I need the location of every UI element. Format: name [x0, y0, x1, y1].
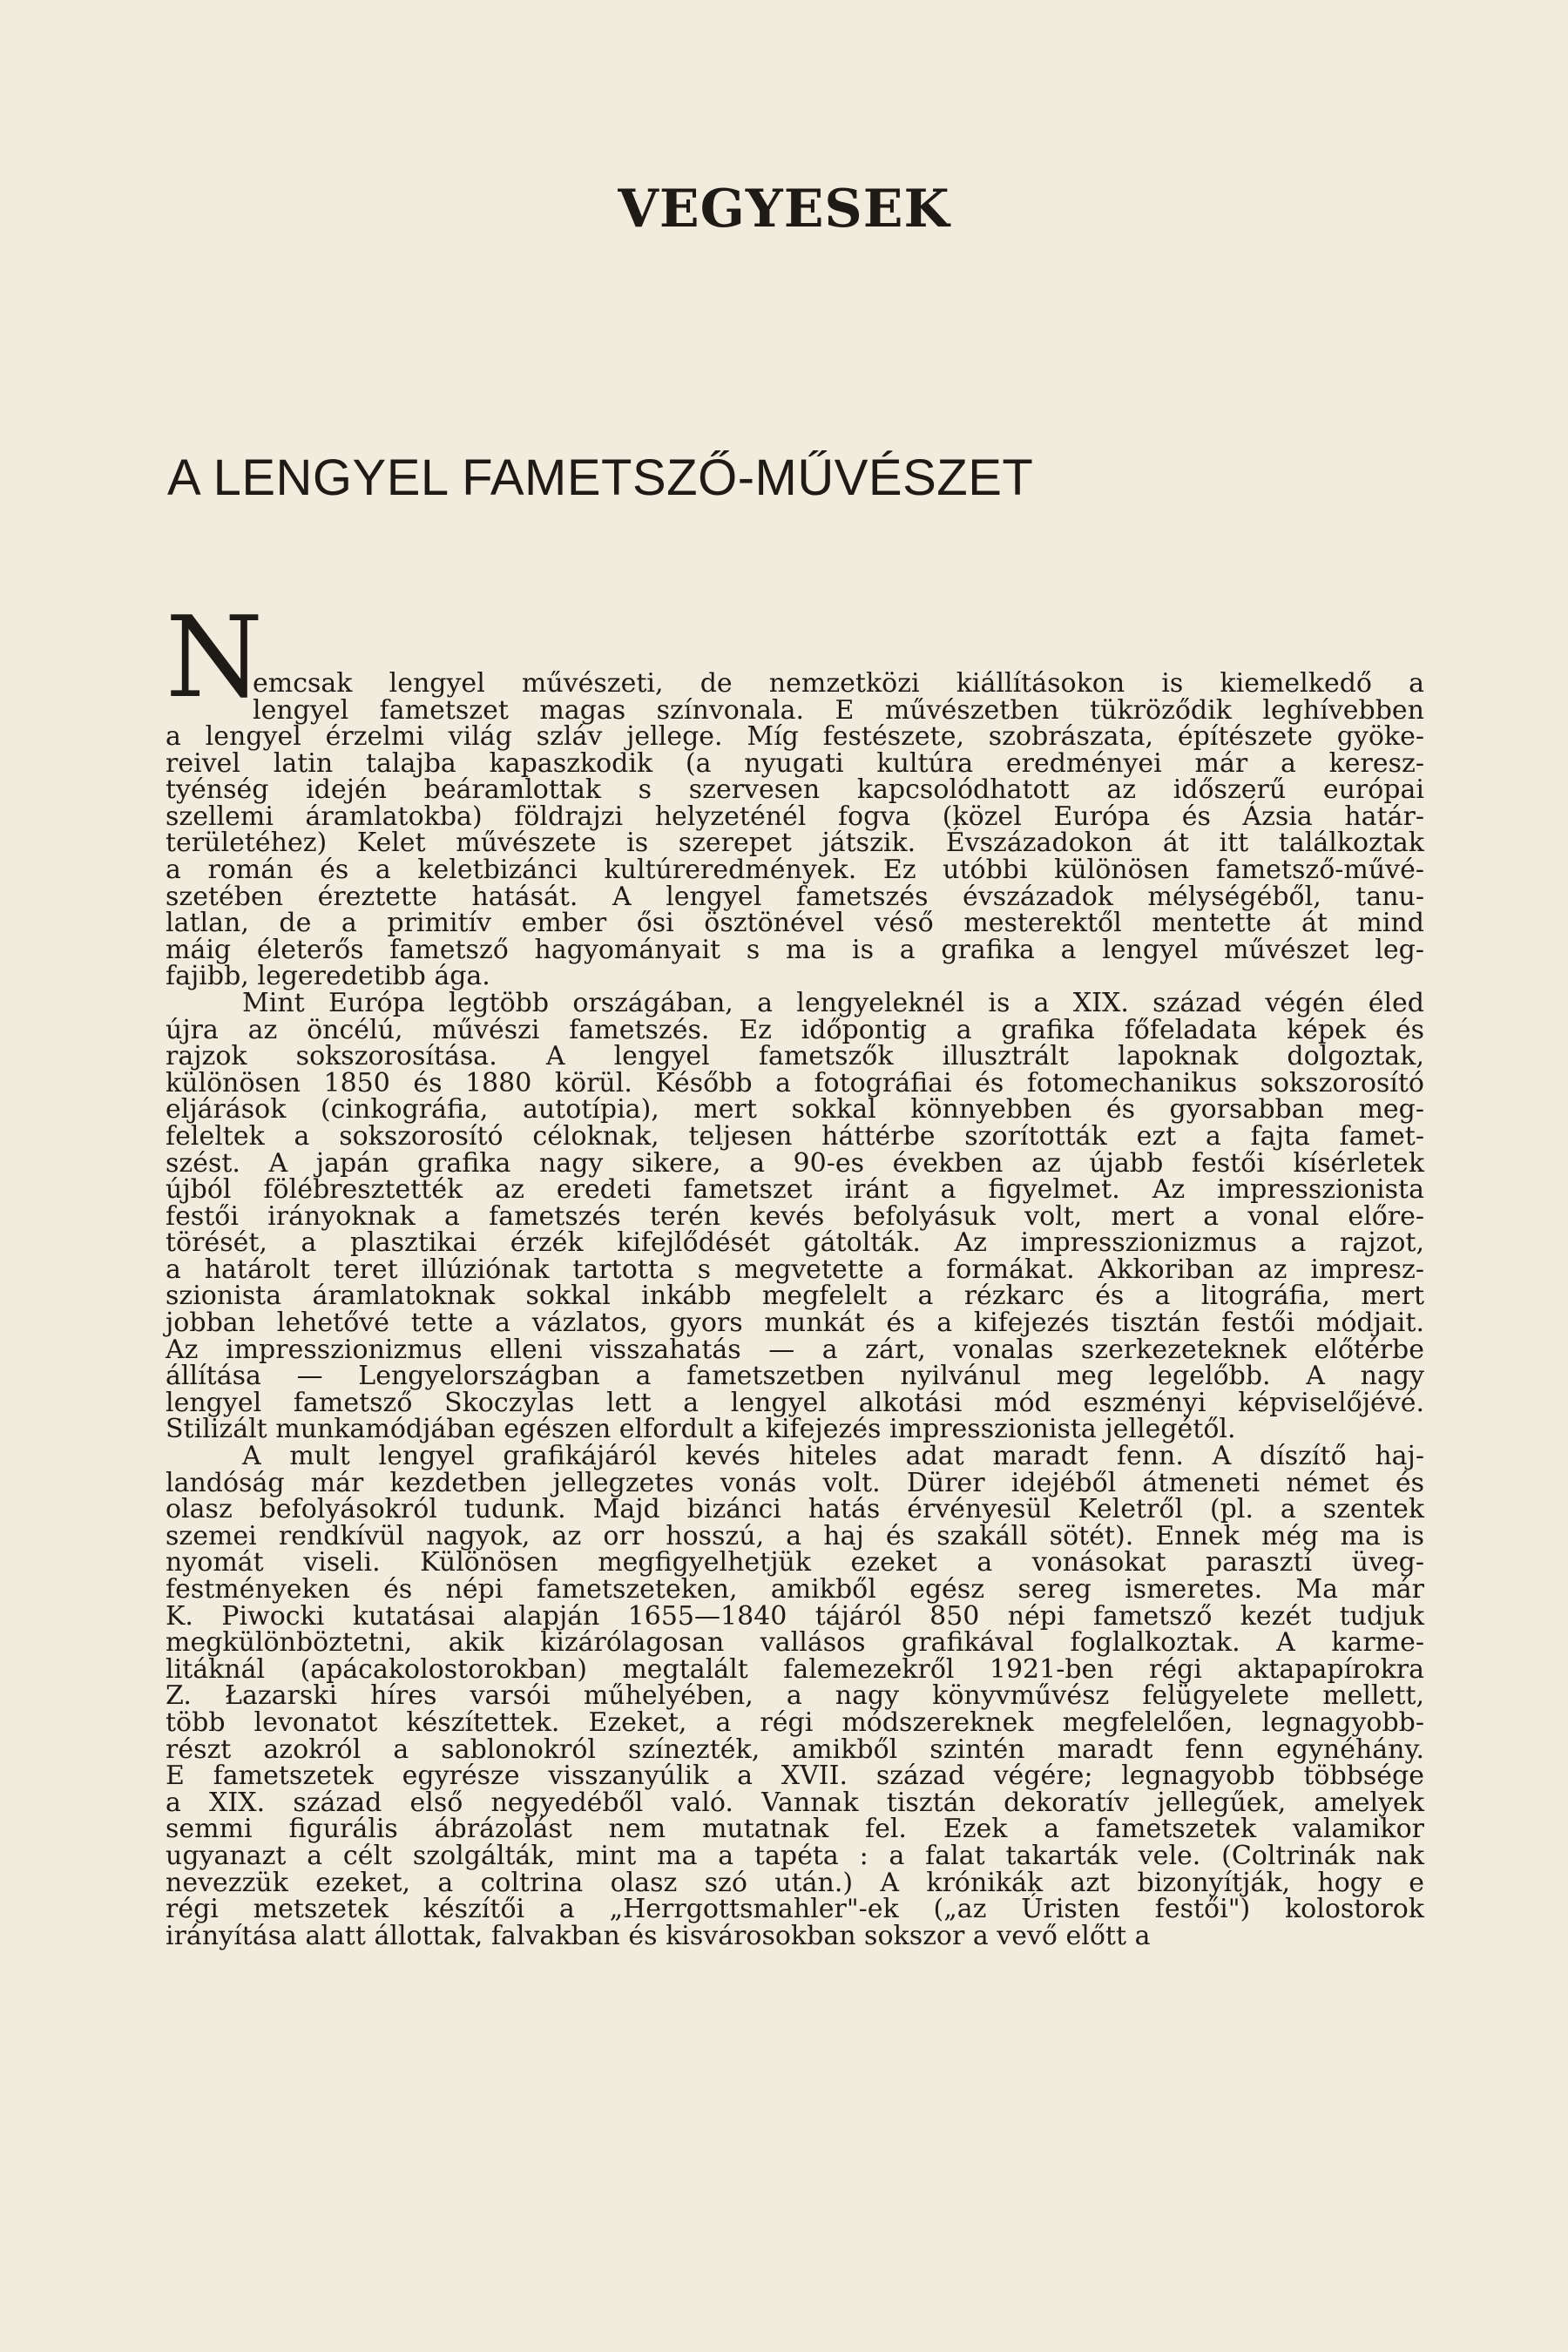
text-line: részt azokról a sablonokról színezték, amikből szintén maradt fenn egynéhány.: [166, 1734, 1424, 1765]
drop-cap-lines: [166, 668, 1424, 726]
article-title: A LENGYEL FAMETSZŐ-MŰVÉSZET: [167, 449, 1034, 506]
text-line: állítása — Lengyelországban a fametszetben nyilvánul meg legelőbb. A nagy: [166, 1361, 1424, 1392]
text-line: jobban lehetővé tette a vázlatos, gyors munkát és a kifejezés tisztán festői módjait.: [166, 1308, 1424, 1339]
text-line: a határolt teret illúziónak tartotta s megvetette a formákat. Akkoriban az impresz-: [166, 1254, 1424, 1285]
text-line: eljárások (cinkográfia, autotípia), mert sokkal könnyebben és gyorsabban meg-: [166, 1094, 1424, 1125]
text-line: lengyel fametsző Skoczylas lett a lengyel alkotási mód eszményi képviselőjévé.: [166, 1387, 1424, 1418]
text-line: irányítása alatt állottak, falvakban és kisvárosokban sokszor a vevő előtt a: [166, 1920, 1151, 1951]
text-line: lengyel fametszet magas színvonala. E művészetben tükröződik leghívebben: [253, 694, 1424, 726]
text-line: emcsak lengyel művészeti, de nemzetközi kiállításokon is kiemelkedő a: [253, 668, 1424, 699]
text-line: festői irányoknak a fametszés terén kevés befolyásuk volt, mert a vonal előre-: [166, 1200, 1424, 1232]
text-line: A mult lengyel grafikájáról kevés hiteles adat maradt fenn. A díszítő haj-: [242, 1441, 1424, 1472]
text-line: Mint Európa legtöbb országában, a lengyeleknél is a XIX. század végén éled: [242, 987, 1424, 1018]
text-line: szionista áramlatoknak sokkal inkább megfelelt a rézkarc és a litográfia, mert: [166, 1281, 1424, 1312]
text-line: E fametszetek egyrésze visszanyúlik a XVII. század végére; legnagyobb többsége: [166, 1761, 1424, 1792]
text-line: szést. A japán grafika nagy sikere, a 90-es években az újabb festői kísérletek: [166, 1147, 1424, 1179]
text-line: máig életerős fametsző hagyományait s ma is a grafika a lengyel művészet leg-: [166, 934, 1424, 965]
text-line: landóság már kezdetben jellegzetes vonás volt. Dürer idejéből átmeneti német és: [166, 1467, 1424, 1498]
article-body: [166, 721, 1424, 1951]
text-line: semmi figurális ábrázolást nem mutatnak fel. Ezek a fametszetek valamikor: [166, 1814, 1424, 1845]
text-line: tyénség idején beáramlottak s szervesen kapcsolódhatott az időszerű európai: [166, 774, 1424, 806]
text-line: a XIX. század első negyedéből való. Vannak tisztán dekoratív jellegűek, amelyek: [166, 1787, 1424, 1818]
text-line: rajzok sokszorosítása. A lengyel fametszők illusztrált lapoknak dolgoztak,: [166, 1041, 1424, 1072]
text-line: Z. Łazarski híres varsói műhelyében, a nagy könyvművész felügyelete mellett,: [166, 1680, 1424, 1712]
text-line: megkülönböztetni, akik kizárólagosan vallásos grafikával foglalkoztak. A karme-: [166, 1627, 1424, 1659]
text-line: régi metszetek készítői a „Herrgottsmahler"-ek („az Úristen festői") kolostorok: [166, 1894, 1424, 1925]
section-heading: VEGYESEK: [618, 179, 950, 240]
text-line: nevezzük ezeket, a coltrina olasz szó után.) A krónikák azt bizonyítják, hogy e: [166, 1867, 1424, 1898]
text-line: a román és a keletbizánci kultúreredmények. Ez utóbbi különösen fametsző-művé-: [166, 854, 1424, 885]
text-line: litáknál (apácakolostorokban) megtalált falemezekről 1921-ben régi aktapapírokra: [166, 1653, 1424, 1685]
text-line: Az impresszionizmus elleni visszahatás — a zárt, vonalas szerkezeteknek előtérbe: [166, 1334, 1424, 1365]
text-line: fajibb, legeredetibb ága.: [166, 961, 490, 992]
text-line: reivel latin talajba kapaszkodik (a nyugati kultúra eredményei már a keresz-: [166, 747, 1424, 779]
text-line: törését, a plasztikai érzék kifejlődését gátolták. Az impresszionizmus a rajzot,: [166, 1227, 1424, 1259]
drop-cap: N: [166, 593, 263, 723]
text-line: a lengyel érzelmi világ szláv jellege. Míg festészete, szobrászata, építészete gyöke-: [166, 721, 1424, 752]
text-line: festményeken és népi fametszeteken, amikből egész sereg ismeretes. Ma már: [166, 1574, 1424, 1605]
text-line: szemei rendkívül nagyok, az orr hosszú, a haj és szakáll sötét). Ennek még ma is: [166, 1520, 1424, 1551]
text-line: feleltek a sokszorosító céloknak, teljesen háttérbe szorították ezt a fajta famet-: [166, 1120, 1424, 1152]
text-line: újra az öncélú, művészi fametszés. Ez időpontig a grafika főfeladata képek és: [166, 1014, 1424, 1045]
text-line: nyomát viseli. Különösen megfigyelhetjük ezeket a vonásokat parasztí üveg-: [166, 1547, 1424, 1578]
text-line: olasz befolyásokról tudunk. Majd bizánci hatás érvényesül Keletről (pl. a szentek: [166, 1494, 1424, 1525]
text-line: latlan, de a primitív ember ősi ösztönével véső mesterektől mentette át mind: [166, 908, 1424, 939]
text-line: szetében éreztette hatását. A lengyel fametszés évszázadok mélységéből, tanu-: [166, 881, 1424, 912]
text-line: Stilizált munkamódjában egészen elfordult a kifejezés impresszionista jellegétől.: [166, 1414, 1236, 1445]
text-line: több levonatot készítettek. Ezeket, a régi módszereknek megfelelően, legnagyobb-: [166, 1707, 1424, 1738]
text-line: K. Piwocki kutatásai alapján 1655—1840 tájáról 850 népi fametsző kezét tudjuk: [166, 1600, 1424, 1632]
text-line: különösen 1850 és 1880 körül. Később a fotográfiai és fotomechanikus sokszorosító: [166, 1067, 1424, 1098]
text-line: újból fölébresztették az eredeti fametszet iránt a figyelmet. Az impresszionista: [166, 1174, 1424, 1206]
text-line: területéhez) Kelet művészete is szerepet játszik. Évszázadokon át itt találkoztak: [166, 828, 1424, 859]
text-line: szellemi áramlatokba) földrajzi helyzeténél fogva (közel Európa és Ázsia határ-: [166, 801, 1424, 832]
text-line: ugyanazt a célt szolgálták, mint ma a tapéta : a falat takarták vele. (Coltrinák nak: [166, 1840, 1424, 1871]
